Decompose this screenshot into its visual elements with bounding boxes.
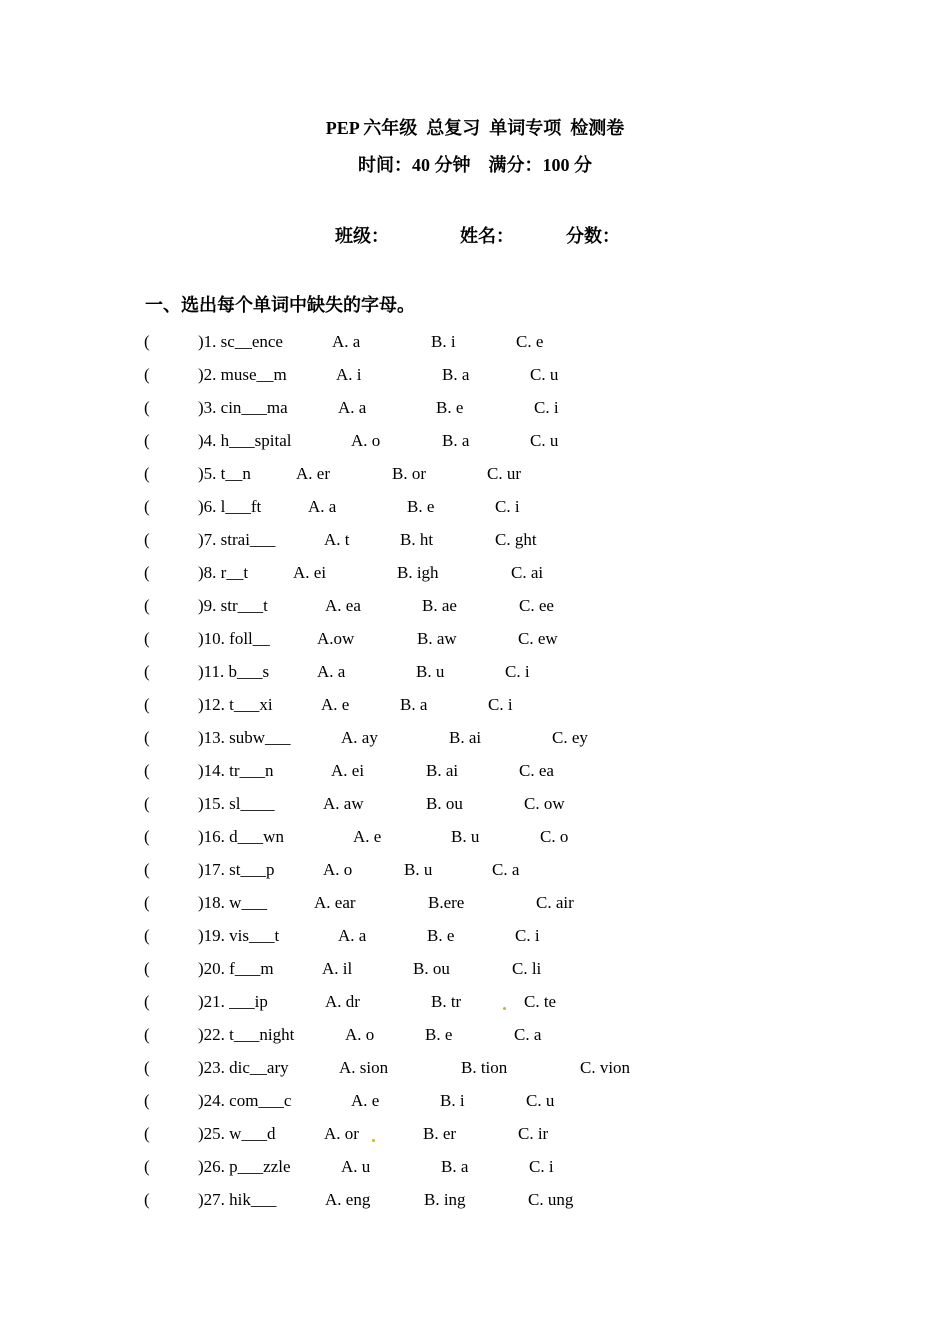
answer-blank: ( bbox=[144, 893, 150, 912]
option-a: A. ear bbox=[314, 893, 356, 912]
option-c: C. ea bbox=[519, 761, 554, 780]
option-b: B. a bbox=[441, 1157, 469, 1176]
option-b: B. u bbox=[416, 662, 445, 681]
option-c: C. ew bbox=[518, 629, 558, 648]
option-c: C. i bbox=[515, 926, 540, 945]
option-b: B. u bbox=[404, 860, 433, 879]
page-title: PEP 六年级 总复习 单词专项 检测卷 bbox=[325, 118, 625, 138]
decorative-dot bbox=[372, 1139, 375, 1142]
answer-blank: ( bbox=[144, 365, 150, 384]
question-row bbox=[0, 924, 950, 957]
option-a: A. o bbox=[323, 860, 353, 879]
question-row bbox=[0, 1155, 950, 1188]
option-c: C. li bbox=[512, 959, 542, 978]
option-b: B. ou bbox=[413, 959, 450, 978]
question-row bbox=[0, 990, 950, 1023]
question-stem: )19. vis___t bbox=[198, 926, 280, 945]
question-row bbox=[0, 495, 950, 528]
option-b: B. tion bbox=[461, 1058, 508, 1077]
option-b: B. e bbox=[407, 497, 435, 516]
option-b: B. er bbox=[423, 1124, 457, 1143]
option-b: B. u bbox=[451, 827, 480, 846]
option-a: A. il bbox=[322, 959, 353, 978]
option-b: B. or bbox=[392, 464, 426, 483]
option-c: C. u bbox=[526, 1091, 555, 1110]
score-label: 分数： bbox=[566, 226, 620, 246]
answer-blank: ( bbox=[144, 695, 150, 714]
question-row bbox=[0, 1122, 950, 1155]
answer-blank: ( bbox=[144, 1157, 150, 1176]
option-b: B. ht bbox=[400, 530, 434, 549]
answer-blank: ( bbox=[144, 530, 150, 549]
question-stem: )2. muse__m bbox=[198, 365, 287, 384]
option-a: A. ea bbox=[325, 596, 361, 615]
exam-time-score: 时间：40 分钟 满分：100 分 bbox=[358, 155, 592, 175]
answer-blank: ( bbox=[144, 728, 150, 747]
option-c: C. i bbox=[495, 497, 520, 516]
option-b: B. e bbox=[425, 1025, 453, 1044]
option-b: B. a bbox=[400, 695, 428, 714]
option-a: A. a bbox=[308, 497, 337, 516]
option-a: A. aw bbox=[323, 794, 364, 813]
option-a: A. ei bbox=[331, 761, 365, 780]
question-stem: )6. l___ft bbox=[198, 497, 262, 516]
question-stem: )9. str___t bbox=[198, 596, 268, 615]
question-stem: )11. b___s bbox=[198, 662, 270, 681]
question-row bbox=[0, 825, 950, 858]
question-row bbox=[0, 759, 950, 792]
question-row bbox=[0, 858, 950, 891]
answer-blank: ( bbox=[144, 431, 150, 450]
answer-blank: ( bbox=[144, 860, 150, 879]
option-a: A. ei bbox=[293, 563, 327, 582]
question-row bbox=[0, 561, 950, 594]
answer-blank: ( bbox=[144, 464, 150, 483]
question-stem: )3. cin___ma bbox=[198, 398, 288, 417]
option-a: A. o bbox=[345, 1025, 375, 1044]
question-stem: )15. sl____ bbox=[198, 794, 275, 813]
question-row bbox=[0, 627, 950, 660]
answer-blank: ( bbox=[144, 761, 150, 780]
question-row bbox=[0, 726, 950, 759]
question-row bbox=[0, 396, 950, 429]
question-stem: )1. sc__ence bbox=[198, 332, 283, 351]
option-b: B. ae bbox=[422, 596, 457, 615]
option-b: B. ing bbox=[424, 1190, 466, 1209]
question-stem: )7. strai___ bbox=[198, 530, 276, 549]
option-a: A. dr bbox=[325, 992, 360, 1011]
option-c: C. i bbox=[488, 695, 513, 714]
option-b: B. i bbox=[431, 332, 456, 351]
answer-blank: ( bbox=[144, 1124, 150, 1143]
question-row bbox=[0, 1023, 950, 1056]
option-a: A. or bbox=[324, 1124, 359, 1143]
option-c: C. u bbox=[530, 365, 559, 384]
question-stem: )4. h___spital bbox=[198, 431, 292, 450]
question-stem: )16. d___wn bbox=[198, 827, 284, 846]
option-c: C. a bbox=[492, 860, 520, 879]
class-label: 班级： bbox=[335, 226, 389, 246]
question-stem: )17. st___p bbox=[198, 860, 275, 879]
option-c: C. i bbox=[534, 398, 559, 417]
question-row bbox=[0, 330, 950, 363]
option-a: A. e bbox=[321, 695, 350, 714]
question-row bbox=[0, 891, 950, 924]
question-stem: )18. w___ bbox=[198, 893, 267, 912]
option-c: C. ur bbox=[487, 464, 521, 483]
option-c: C. u bbox=[530, 431, 559, 450]
option-a: A. er bbox=[296, 464, 330, 483]
option-a: A. a bbox=[317, 662, 346, 681]
question-stem: )5. t__n bbox=[198, 464, 251, 483]
option-b: B. ai bbox=[449, 728, 482, 747]
option-b: B. e bbox=[427, 926, 455, 945]
option-b: B. ou bbox=[426, 794, 463, 813]
option-a: A. u bbox=[341, 1157, 371, 1176]
option-a: A. a bbox=[338, 926, 367, 945]
option-c: C. ung bbox=[528, 1190, 574, 1209]
answer-blank: ( bbox=[144, 827, 150, 846]
option-b: B.ere bbox=[428, 893, 465, 912]
question-stem: )13. subw___ bbox=[198, 728, 291, 747]
question-row bbox=[0, 957, 950, 990]
question-stem: )20. f___m bbox=[198, 959, 274, 978]
question-row bbox=[0, 693, 950, 726]
question-row bbox=[0, 1188, 950, 1221]
option-b: B. igh bbox=[397, 563, 439, 582]
option-b: B. e bbox=[436, 398, 464, 417]
option-a: A. o bbox=[351, 431, 381, 450]
option-c: C. i bbox=[505, 662, 530, 681]
option-b: B. aw bbox=[417, 629, 457, 648]
option-a: A. ay bbox=[341, 728, 378, 747]
answer-blank: ( bbox=[144, 662, 150, 681]
option-c: C. ir bbox=[518, 1124, 549, 1143]
option-a: A. t bbox=[324, 530, 350, 549]
answer-blank: ( bbox=[144, 563, 150, 582]
decorative-dot bbox=[503, 1007, 506, 1010]
option-c: C. ght bbox=[495, 530, 537, 549]
question-stem: )10. foll__ bbox=[198, 629, 270, 648]
answer-blank: ( bbox=[144, 959, 150, 978]
question-stem: )27. hik___ bbox=[198, 1190, 277, 1209]
answer-blank: ( bbox=[144, 629, 150, 648]
option-c: C. a bbox=[514, 1025, 542, 1044]
section-heading: 一、选出每个单词中缺失的字母。 bbox=[145, 295, 415, 315]
answer-blank: ( bbox=[144, 332, 150, 351]
option-c: C. ee bbox=[519, 596, 554, 615]
question-row bbox=[0, 462, 950, 495]
option-c: C. ey bbox=[552, 728, 588, 747]
question-row bbox=[0, 594, 950, 627]
answer-blank: ( bbox=[144, 926, 150, 945]
question-stem: )23. dic__ary bbox=[198, 1058, 289, 1077]
option-c: C. ai bbox=[511, 563, 544, 582]
question-stem: )21. ___ip bbox=[198, 992, 268, 1011]
option-c: C. ow bbox=[524, 794, 565, 813]
question-row bbox=[0, 429, 950, 462]
question-stem: )14. tr___n bbox=[198, 761, 274, 780]
option-c: C. e bbox=[516, 332, 544, 351]
option-a: A.ow bbox=[317, 629, 355, 648]
option-b: B. i bbox=[440, 1091, 465, 1110]
question-row bbox=[0, 363, 950, 396]
name-label: 姓名： bbox=[460, 226, 514, 246]
option-a: A. a bbox=[332, 332, 361, 351]
answer-blank: ( bbox=[144, 794, 150, 813]
question-row bbox=[0, 528, 950, 561]
question-stem: )25. w___d bbox=[198, 1124, 276, 1143]
option-b: B. tr bbox=[431, 992, 462, 1011]
option-b: B. a bbox=[442, 431, 470, 450]
question-row bbox=[0, 792, 950, 825]
question-stem: )26. p___zzle bbox=[198, 1157, 291, 1176]
option-c: C. i bbox=[529, 1157, 554, 1176]
option-a: A. sion bbox=[339, 1058, 389, 1077]
answer-blank: ( bbox=[144, 1190, 150, 1209]
question-stem: )22. t___night bbox=[198, 1025, 295, 1044]
answer-blank: ( bbox=[144, 596, 150, 615]
answer-blank: ( bbox=[144, 398, 150, 417]
answer-blank: ( bbox=[144, 497, 150, 516]
option-c: C. o bbox=[540, 827, 569, 846]
question-stem: )24. com___c bbox=[198, 1091, 292, 1110]
question-row bbox=[0, 660, 950, 693]
option-a: A. i bbox=[336, 365, 362, 384]
question-stem: )8. r__t bbox=[198, 563, 249, 582]
option-b: B. a bbox=[442, 365, 470, 384]
option-a: A. eng bbox=[325, 1190, 371, 1209]
option-c: C. vion bbox=[580, 1058, 631, 1077]
option-a: A. a bbox=[338, 398, 367, 417]
question-row bbox=[0, 1089, 950, 1122]
answer-blank: ( bbox=[144, 1025, 150, 1044]
option-b: B. ai bbox=[426, 761, 459, 780]
question-row bbox=[0, 1056, 950, 1089]
answer-blank: ( bbox=[144, 1058, 150, 1077]
option-c: C. air bbox=[536, 893, 574, 912]
question-list bbox=[0, 330, 950, 1221]
option-a: A. e bbox=[351, 1091, 380, 1110]
answer-blank: ( bbox=[144, 992, 150, 1011]
option-a: A. e bbox=[353, 827, 382, 846]
answer-blank: ( bbox=[144, 1091, 150, 1110]
option-c: C. te bbox=[524, 992, 557, 1011]
question-stem: )12. t___xi bbox=[198, 695, 273, 714]
